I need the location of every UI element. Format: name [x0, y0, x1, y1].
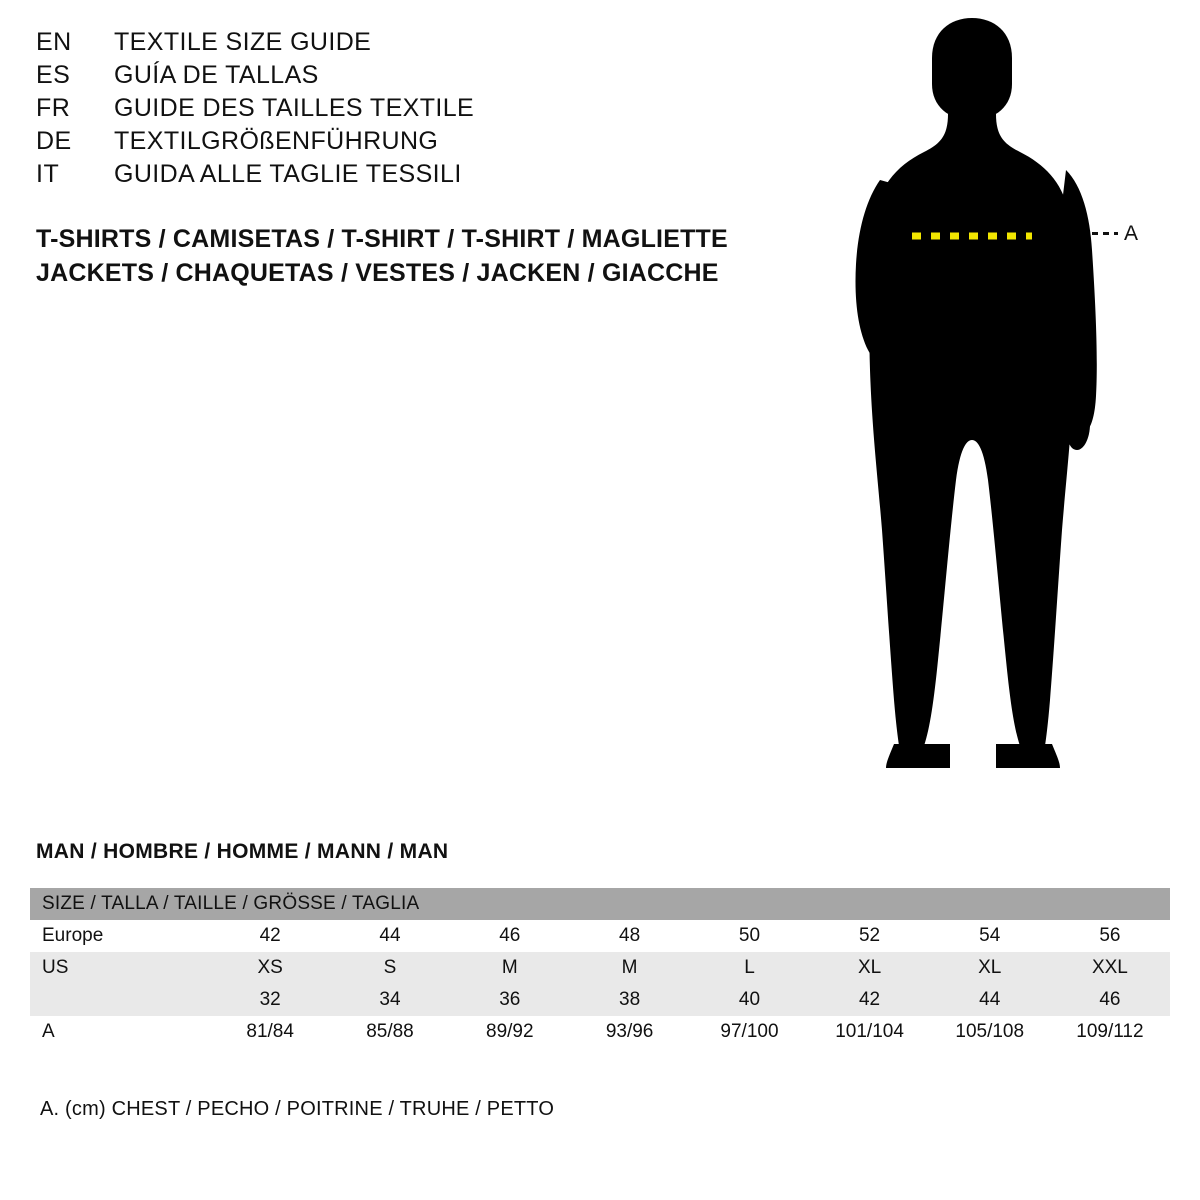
- cell-numeric-5: 42: [809, 984, 929, 1016]
- table-header-label: SIZE / TALLA / TAILLE / GRÖSSE / TAGLIA: [30, 888, 1170, 920]
- cell-numeric-1: 34: [330, 984, 450, 1016]
- language-code: ES: [36, 61, 71, 89]
- cell-numeric-3: 38: [570, 984, 690, 1016]
- cell-us-1: S: [330, 952, 450, 984]
- table-row: [30, 1016, 1170, 1048]
- language-row: [36, 61, 736, 94]
- language-title: TEXTILE SIZE GUIDE: [114, 28, 372, 56]
- language-title: GUÍA DE TALLAS: [114, 61, 319, 89]
- measure-a-leader-line: [1092, 232, 1118, 235]
- cell-europe-1: 44: [330, 920, 450, 952]
- cell-europe-2: 46: [450, 920, 570, 952]
- language-code: IT: [36, 160, 60, 188]
- cell-a-1: 85/88: [330, 1016, 450, 1048]
- cell-a-7: 109/112: [1050, 1016, 1170, 1048]
- cell-europe-5: 52: [809, 920, 929, 952]
- table-row: [30, 952, 1170, 984]
- garment-category-list: [36, 222, 796, 290]
- cell-us-6: XL: [930, 952, 1050, 984]
- body-silhouette-figure: [820, 10, 1180, 800]
- cell-us-5: XL: [809, 952, 929, 984]
- cell-europe-3: 48: [570, 920, 690, 952]
- size-table: [30, 888, 1170, 1048]
- cell-europe-7: 56: [1050, 920, 1170, 952]
- cell-a-0: 81/84: [210, 1016, 330, 1048]
- language-header-list: [36, 28, 736, 193]
- language-title: GUIDE DES TAILLES TEXTILE: [114, 94, 475, 122]
- cell-us-4: L: [690, 952, 810, 984]
- table-row: [30, 984, 1170, 1016]
- language-code: EN: [36, 28, 72, 56]
- silhouette-svg: [820, 10, 1180, 800]
- measure-a-label: A: [1124, 222, 1139, 245]
- cell-us-0: XS: [210, 952, 330, 984]
- row-label-a: A: [30, 1016, 210, 1048]
- row-label-us: US: [30, 952, 210, 984]
- language-row: [36, 127, 736, 160]
- cell-numeric-0: 32: [210, 984, 330, 1016]
- language-title: GUIDA ALLE TAGLIE TESSILI: [114, 160, 462, 188]
- cell-a-5: 101/104: [809, 1016, 929, 1048]
- cell-numeric-4: 40: [690, 984, 810, 1016]
- language-row: [36, 94, 736, 127]
- cell-us-7: XXL: [1050, 952, 1170, 984]
- category-jackets: JACKETS / CHAQUETAS / VESTES / JACKEN / GIACCHE: [36, 259, 719, 287]
- cell-a-4: 97/100: [690, 1016, 810, 1048]
- category-tshirts: T-SHIRTS / CAMISETAS / T-SHIRT / T-SHIRT / MAGLIETTE: [36, 225, 728, 253]
- language-row: [36, 160, 736, 193]
- row-label-europe: Europe: [30, 920, 210, 952]
- cell-a-6: 105/108: [930, 1016, 1050, 1048]
- table-row: [30, 920, 1170, 952]
- cell-us-3: M: [570, 952, 690, 984]
- language-title: TEXTILGRÖßENFÜHRUNG: [114, 127, 439, 155]
- language-code: FR: [36, 94, 71, 122]
- cell-europe-4: 50: [690, 920, 810, 952]
- cell-a-3: 93/96: [570, 1016, 690, 1048]
- cell-europe-0: 42: [210, 920, 330, 952]
- table-header-row: [30, 888, 1170, 920]
- cell-a-2: 89/92: [450, 1016, 570, 1048]
- cell-numeric-6: 44: [930, 984, 1050, 1016]
- cell-europe-6: 54: [930, 920, 1050, 952]
- cell-numeric-2: 36: [450, 984, 570, 1016]
- language-row: [36, 28, 736, 61]
- row-label-numeric: [30, 984, 210, 1016]
- language-code: DE: [36, 127, 72, 155]
- measurement-footnote: A. (cm) CHEST / PECHO / POITRINE / TRUHE / PETTO: [40, 1098, 555, 1120]
- cell-us-2: M: [450, 952, 570, 984]
- table-section-title: MAN / HOMBRE / HOMME / MANN / MAN: [36, 840, 449, 863]
- cell-numeric-7: 46: [1050, 984, 1170, 1016]
